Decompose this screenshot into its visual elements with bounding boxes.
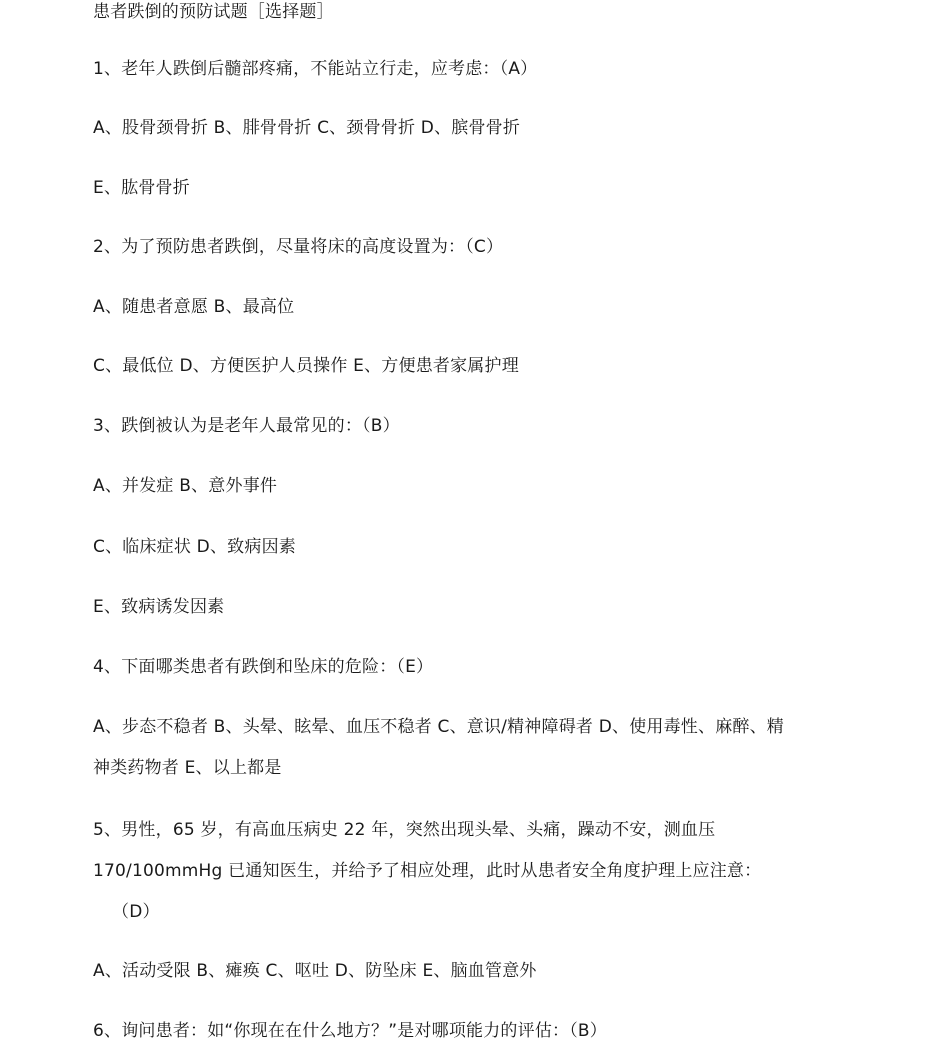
- question-2: 2、为了预防患者跌倒，尽量将床的高度设置为：（C）: [93, 237, 504, 257]
- document-title: 患者跌倒的预防试题［选择题］: [93, 2, 334, 22]
- question-2-options-cont: C、最低位 D、方便医护人员操作 E、方便患者家属护理: [93, 356, 519, 376]
- question-2-options: A、随患者意愿 B、最高位: [93, 297, 295, 317]
- question-5-options: A、活动受限 B、瘫痪 C、呕吐 D、防坠床 E、脑血管意外: [93, 961, 537, 981]
- question-4: 4、下面哪类患者有跌倒和坠床的危险：（E）: [93, 657, 434, 677]
- question-1: 1、老年人跌倒后髓部疼痛，不能站立行走，应考虑：（A）: [93, 59, 538, 79]
- question-4-options: A、步态不稳者 B、头晕、眩晕、血压不稳者 C、意识/精神障碍者 D、使用毒性、麻醉、精: [93, 717, 784, 737]
- question-3-options-cont: C、临床症状 D、致病因素: [93, 537, 296, 557]
- question-1-options-cont: E、肱骨骨折: [93, 178, 190, 198]
- question-5: 5、男性，65 岁，有高血压病史 22 年，突然出现头晕、头痛，躁动不安，测血压: [93, 820, 716, 840]
- question-3: 3、跌倒被认为是老年人最常见的：（B）: [93, 416, 400, 436]
- question-3-options: A、并发症 B、意外事件: [93, 476, 278, 496]
- question-1-options: A、股骨颈骨折 B、腓骨骨折 C、颈骨骨折 D、膑骨骨折: [93, 118, 521, 138]
- question-6: 6、询问患者：如“你现在在什么地方？”是对哪项能力的评估：（B）: [93, 1021, 607, 1041]
- question-4-options-cont: 神类药物者 E、以上都是: [93, 758, 282, 778]
- question-3-options-cont-2: E、致病诱发因素: [93, 597, 225, 617]
- question-5-cont: 170/100mmHg 已通知医生，并给予了相应处理，此时从患者安全角度护理上应注意：: [93, 861, 762, 881]
- question-5-answer: （D）: [112, 902, 160, 922]
